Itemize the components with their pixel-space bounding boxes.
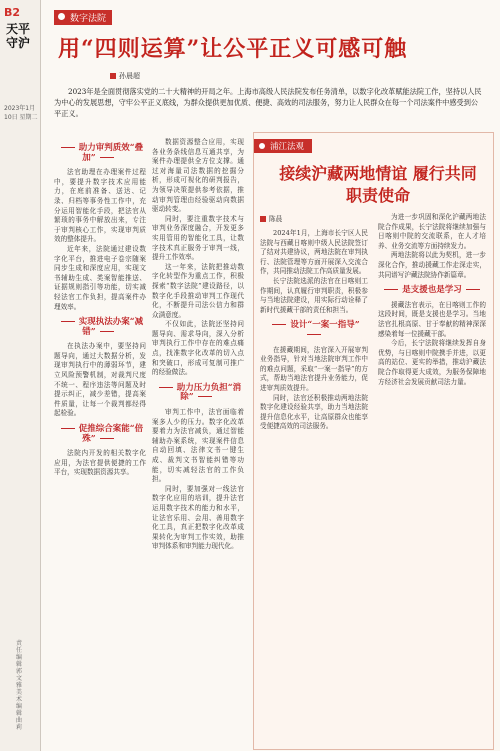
- subheading: 设计“一案一指导”: [260, 321, 368, 340]
- section-name: 天平守沪: [6, 22, 31, 50]
- box-author-icon: [260, 216, 266, 222]
- paragraph: 援藏法官表示，在日喀则工作的这段时间，既是支援也是学习。当地法官扎根高原、甘于奉献的精神深深感染着每一位援藏干部。: [378, 300, 486, 338]
- subheading: 是支援也是学习: [378, 286, 486, 296]
- paragraph: 2024年1月，上海市长宁区人民法院与西藏日喀则中级人民法院签订了结对共建协议，两地法院在审判执行、法院管理等方面开展深入交流合作，共同推动法院工作高质量发展。: [260, 229, 368, 276]
- paragraph: 近年来，法院通过建设数字化平台，推进电子卷宗随案同步生成和深度应用，实现文书辅助生成、类案智能推送、证据规则指引等功能，切实减轻法官工作负担，提高案件办理效率。: [54, 244, 146, 311]
- headline: 用“四则运算”让公平正义可感可触: [58, 36, 408, 62]
- paragraph: 今后，长宁法院将继续发挥自身优势，与日喀则中院携手并进，以更高的站位、更实的举措，推动沪藏法院合作取得更大成效，为服务保障地方经济社会发展贡献司法力量。: [378, 339, 486, 386]
- article-column-1: [54, 138, 146, 478]
- sidebar: [0, 0, 41, 751]
- author-name: 孙晨超: [119, 72, 140, 80]
- paragraph: 长宁法院选派的法官在日喀则工作期间，认真履行审判职责，积极参与当地法院建设，用实际行动诠释了新时代援藏干部的责任和担当。: [260, 276, 368, 314]
- issue-date: 2023年1月10日 星期二: [4, 105, 38, 121]
- paragraph: 数据资源整合应用，实现各业务条线信息互通共享，为案件办理提供全方位支撑。通过对海量司法数据的挖掘分析，形成可视化的研判报告，为领导决策提供参考依据，推动审判管理由经验驱动向数据驱动转变。: [152, 138, 244, 214]
- box-headline: 接续沪藏两地情谊 履行共同职责使命: [279, 164, 477, 205]
- editor-credits: 责任编辑 郭文雅 美术编辑 曲莉: [16, 640, 23, 731]
- sidebar-article-box: [253, 132, 494, 750]
- paragraph: 同时，要注重数字技术与审判业务深度融合，开发更多实用管用的智能化工具，让数字技术真正服务于审判一线，提升工作效率。: [152, 214, 244, 262]
- box-column-2: [378, 213, 486, 387]
- author-icon: [110, 73, 116, 79]
- page-number: B2: [4, 6, 21, 19]
- paragraph: 两地法院将以此为契机，进一步深化合作，推动援藏工作走深走实，共同谱写沪藏法院协作新篇章。: [378, 251, 486, 279]
- paragraph: 不仅如此，法院还坚持问题导向、需求导向，深入分析审判执行工作中存在的难点痛点，找准数字化改革的切入点和突破口，形成可复制可推广的经验做法。: [152, 320, 244, 377]
- paragraph: 这一年来，法院把推动数字化转型作为重点工作，积极探索“数字法院”建设路径，以数字化手段推动审判工作现代化，不断提升司法公信力和群众满意度。: [152, 262, 244, 319]
- paragraph: 在执法办案中，要坚持问题导向，通过大数据分析，发现审判执行中的薄弱环节，建立风险预警机制，对裁判尺度不统一、程序违法等问题及时提示纠正，减少差错，提高案件质量，让每一个裁判都经得起检验。: [54, 342, 146, 418]
- box-byline: [260, 213, 282, 223]
- subheading: 助力压力负担“消除”: [152, 384, 244, 403]
- box-column-1: [260, 229, 368, 432]
- subheading: 助力审判质效“叠加”: [54, 144, 146, 163]
- paragraph: 在援藏期间，法官深入开展审判业务指导，针对当地法院审判工作中的难点问题，采取“一案一指导”的方式，帮助当地法官提升业务能力，促进审判质效提升。: [260, 345, 368, 392]
- box-column-label: 浦江法观: [254, 139, 312, 153]
- box-author-name: 陈晨: [269, 215, 283, 223]
- lead-paragraph: 2023年是全面贯彻落实党的二十大精神的开局之年。上海市高级人民法院发布任务清单，以数字化改革赋能法院工作，坚持以人民为中心的发展思想，守牢公平正义底线，为群众提供更加优质、便捷、高效的司法服务，努力让人民群众在每一个司法案件中感受到公平正义。: [54, 87, 482, 118]
- paragraph: 审判工作中，法官面临着案多人少的压力。数字化改革要着力为法官减负，通过智能辅助办案系统，实现案件信息自动回填、法律文书一键生成、裁判文书智能纠错等功能，切实减轻法官的工作负担。: [152, 408, 244, 484]
- paragraph: 为进一步巩固和深化沪藏两地法院合作成果，长宁法院将继续加强与日喀则中院的交流联系，在人才培养、业务交流等方面持续发力。: [378, 213, 486, 250]
- subheading: 实现执法办案“减错”: [54, 318, 146, 337]
- article-column-2: [152, 138, 244, 552]
- paragraph: 同时，要加强对一线法官数字化应用的培训，提升法官运用数字技术的能力和水平，让法官乐用、会用、善用数字化工具，真正把数字化改革成果转化为审判工作实效，助推审判体系和审判能力现代化。: [152, 484, 244, 551]
- byline: [110, 71, 140, 81]
- paragraph: 法官助理在办理案件过程中，要提升数字技术应用能力，在庭前准备、送达、记录、归档等事务性工作中，充分运用智能化手段，把法官从繁琐的事务中解放出来，专注于审判核心工作，实现审判质效的整体提升。: [54, 168, 146, 244]
- paragraph: 法院内开发的相关数字化应用，为法官提供便捷的工作平台，实现数据资源共享。: [54, 449, 146, 477]
- column-label: 数字法院: [54, 10, 112, 25]
- paragraph: 同时，法官还积极推动两地法院数字化建设经验共享，助力当地法院提升信息化水平，让高原群众也能享受便捷高效的司法服务。: [260, 393, 368, 431]
- subheading: 促推综合案能“倍殊”: [54, 425, 146, 444]
